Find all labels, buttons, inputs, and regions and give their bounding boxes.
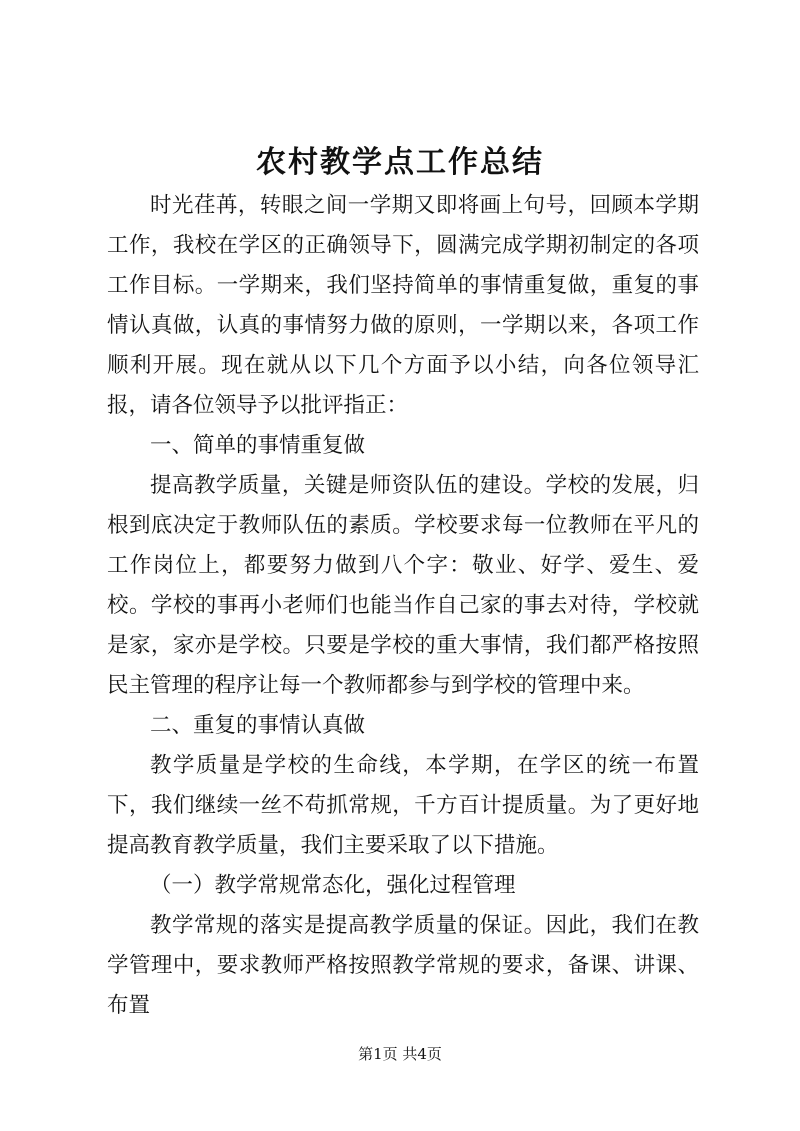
document-title: 农村教学点工作总结 bbox=[256, 145, 544, 180]
section-2-paragraph: 教学质量是学校的生命线，本学期，在学区的统一布置下，我们继续一丝不苟抓常规，千方百计提质量。为了更好地提高教育教学质量，我们主要采取了以下措施。 bbox=[107, 753, 699, 858]
section-1-paragraph: 提高教学质量，关键是师资队伍的建设。学校的发展，归根到底决定于教师队伍的素质。学校要求每一位教师在平凡的工作岗位上，都要努力做到八个字：敬业、好学、爱生、爱校。学校的事再小老师们也能当作自己家的事去对待，学校就是家，家亦是学校。只要是学校的重大事情，我们都严格按照民主管理的程序让每一个教师都参与到学校的管理中来。 bbox=[107, 473, 699, 698]
section-heading-1: 一、简单的事情重复做 bbox=[150, 433, 366, 458]
page-footer: 第1页 共4页 bbox=[358, 1045, 442, 1063]
subsection-1-paragraph: 教学常规的落实是提高教学质量的保证。因此，我们在教学管理中，要求教师严格按照教学常规的要求，备课、讲课、布置 bbox=[107, 913, 699, 1018]
document-body bbox=[107, 186, 699, 1026]
intro-paragraph: 时光荏苒，转眼之间一学期又即将画上句号，回顾本学期工作，我校在学区的正确领导下，圆满完成学期初制定的各项工作目标。一学期来，我们坚持简单的事情重复做，重复的事情认真做，认真的事情努力做的原则，一学期以来，各项工作顺利开展。现在就从以下几个方面予以小结，向各位领导汇报，请各位领导予以批评指正： bbox=[107, 193, 699, 418]
subsection-heading-1: （一）教学常规常态化，强化过程管理 bbox=[150, 873, 516, 898]
section-heading-2: 二、重复的事情认真做 bbox=[150, 713, 366, 738]
